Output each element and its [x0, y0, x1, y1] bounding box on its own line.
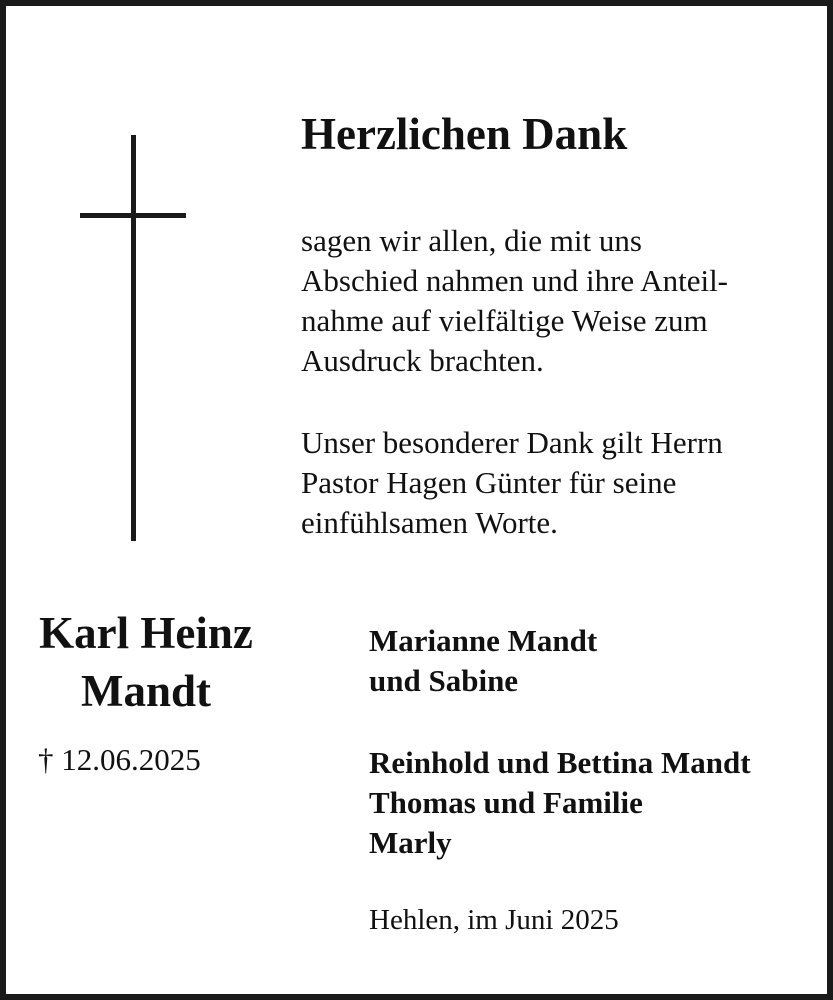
family-group-1	[369, 621, 597, 701]
text-line: Abschied nahmen und ihre Anteil-	[301, 263, 729, 298]
family-line: Marly	[369, 825, 452, 860]
death-date: † 12.06.2025	[38, 742, 201, 777]
family-line: Thomas und Familie	[369, 785, 643, 820]
family-line: Reinhold und Bettina Mandt	[369, 745, 751, 780]
heading: Herzlichen Dank	[301, 109, 628, 159]
text-line: Ausdruck brachten.	[301, 343, 544, 378]
cross-icon	[80, 135, 186, 541]
family-line: und Sabine	[369, 663, 519, 698]
special-thanks-paragraph	[301, 423, 723, 543]
text-line: Unser besonderer Dank gilt Herrn	[301, 425, 723, 460]
name-line: Karl Heinz	[39, 608, 253, 658]
deceased-name	[24, 604, 268, 720]
family-line: Marianne Mandt	[369, 623, 598, 658]
cross-vertical-bar	[131, 135, 136, 541]
text-line: einfühlsamen Worte.	[301, 505, 558, 540]
text-line: Pastor Hagen Günter für seine	[301, 465, 677, 500]
family-group-2	[369, 743, 751, 863]
place-and-date: Hehlen, im Juni 2025	[369, 904, 619, 936]
cross-horizontal-bar	[80, 213, 186, 218]
text-line: sagen wir allen, die mit uns	[301, 223, 642, 258]
name-line: Mandt	[80, 666, 211, 716]
text-line: nahme auf vielfältige Weise zum	[301, 303, 708, 338]
thanks-paragraph	[301, 221, 728, 381]
